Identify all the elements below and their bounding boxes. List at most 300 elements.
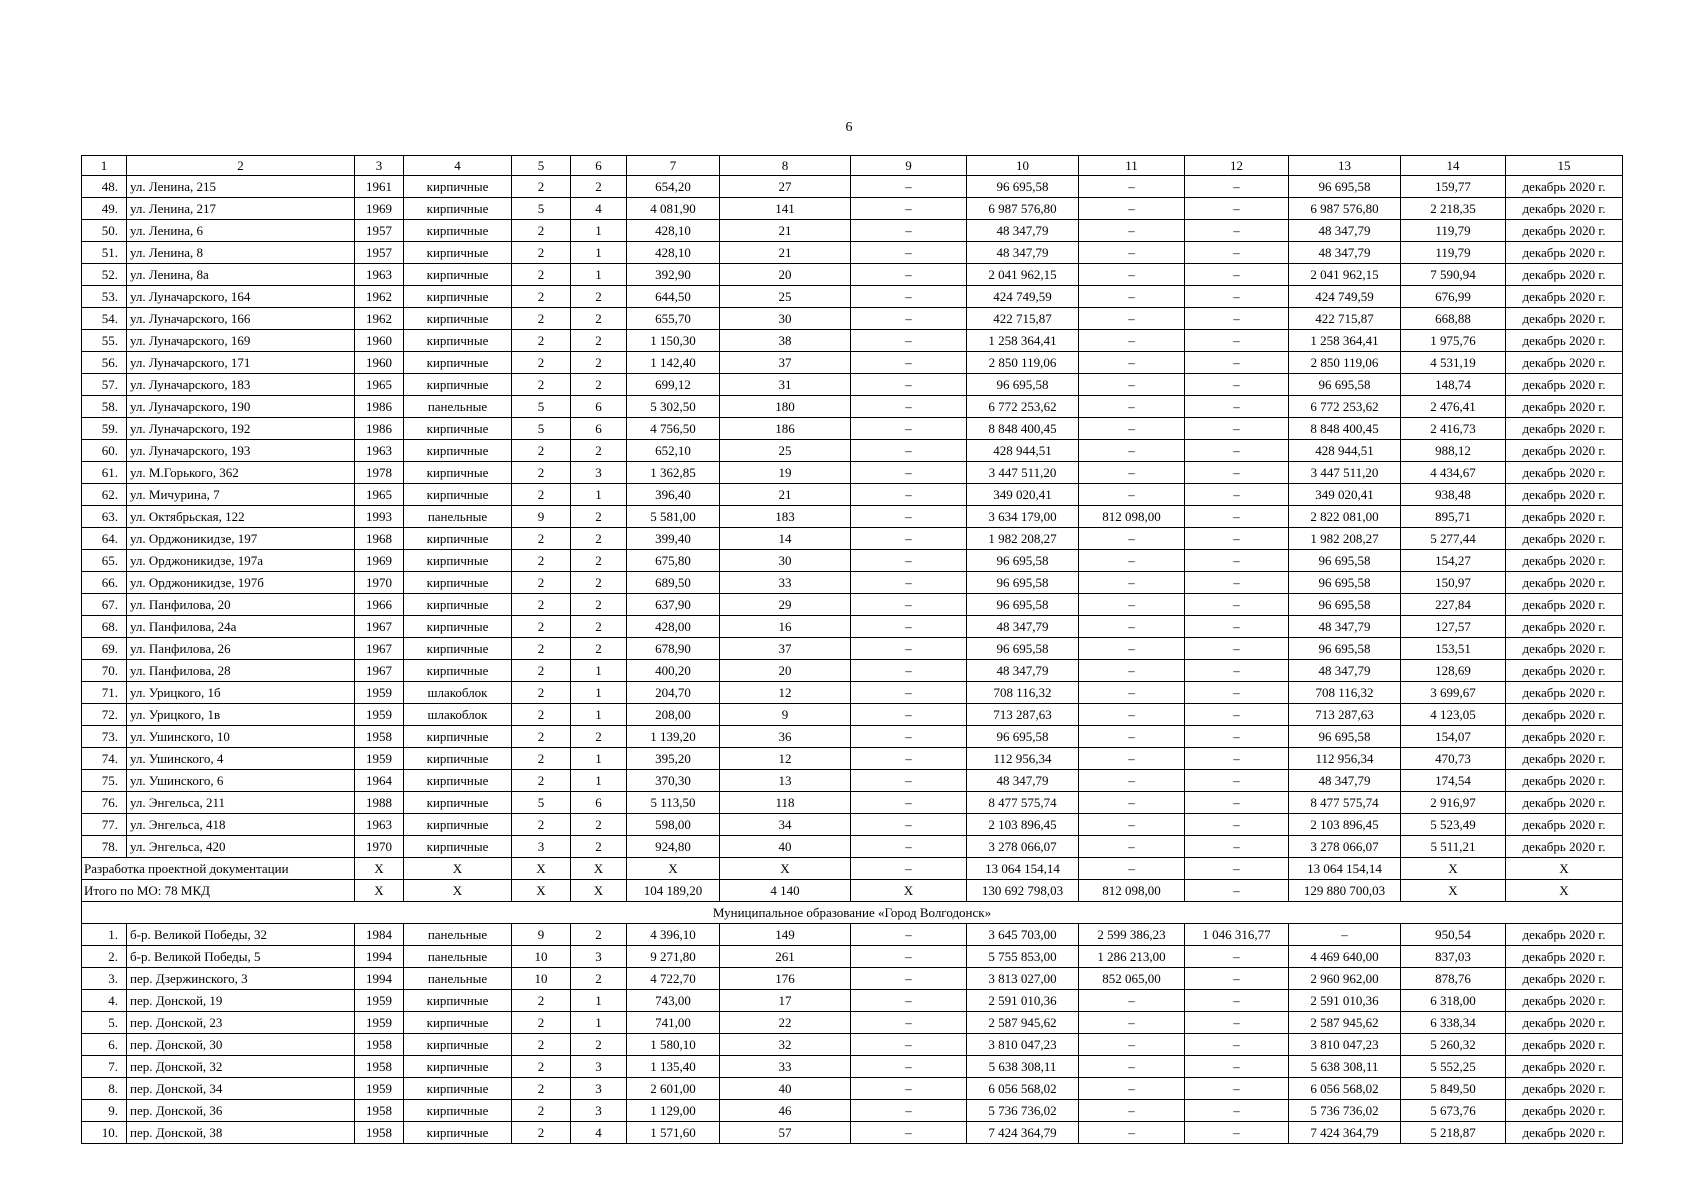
table-cell: – [1185, 1056, 1289, 1078]
table-cell: 186 [720, 418, 851, 440]
table-cell: 1 580,10 [627, 1034, 720, 1056]
table-cell: – [851, 726, 967, 748]
table-cell: ул. Луначарского, 193 [127, 440, 355, 462]
table-cell: панельные [404, 506, 512, 528]
table-cell: декабрь 2020 г. [1506, 330, 1623, 352]
table-cell: 1958 [355, 726, 404, 748]
table-cell: кирпичные [404, 528, 512, 550]
table-cell: – [1185, 572, 1289, 594]
table-body [82, 156, 1623, 1144]
table-cell: ул. Луначарского, 192 [127, 418, 355, 440]
table-cell: декабрь 2020 г. [1506, 836, 1623, 858]
table-cell: ул. Луначарского, 164 [127, 286, 355, 308]
table-cell: ул. Ленина, 8а [127, 264, 355, 286]
table-cell: 96 695,58 [967, 594, 1079, 616]
table-cell: декабрь 2020 г. [1506, 792, 1623, 814]
table-cell: – [851, 1012, 967, 1034]
table-cell: 48 347,79 [967, 616, 1079, 638]
table-cell: 2 [512, 748, 571, 770]
table-cell: 2 [512, 440, 571, 462]
table-cell: – [1185, 1078, 1289, 1100]
table-cell: 1967 [355, 616, 404, 638]
table-cell: 183 [720, 506, 851, 528]
table-cell: пер. Донской, 23 [127, 1012, 355, 1034]
table-cell: – [1079, 726, 1185, 748]
table-cell: 2 [512, 1078, 571, 1100]
table-cell: 10 [512, 968, 571, 990]
table-cell: 63. [82, 506, 127, 528]
table-cell: 8. [82, 1078, 127, 1100]
table-cell: 75. [82, 770, 127, 792]
table-cell: X [404, 880, 512, 902]
table-cell: 96 695,58 [967, 726, 1079, 748]
table-cell: – [1185, 242, 1289, 264]
table-row [82, 264, 1623, 286]
table-cell: 2 [512, 528, 571, 550]
table-cell: 1960 [355, 352, 404, 374]
table-row [82, 352, 1623, 374]
table-cell: декабрь 2020 г. [1506, 506, 1623, 528]
table-cell: 4 722,70 [627, 968, 720, 990]
table-cell: X [851, 880, 967, 902]
table-cell: ул. Энгельса, 211 [127, 792, 355, 814]
table-cell: 676,99 [1401, 286, 1506, 308]
table-cell: 66. [82, 572, 127, 594]
table-cell: 1966 [355, 594, 404, 616]
table-cell: – [1185, 748, 1289, 770]
table-cell: – [1079, 396, 1185, 418]
table-cell: 5 302,50 [627, 396, 720, 418]
table-cell: 1994 [355, 946, 404, 968]
table-cell: – [1079, 1078, 1185, 1100]
table-cell: 5 [512, 792, 571, 814]
table-cell: 1959 [355, 1078, 404, 1100]
table-cell: 1 [571, 484, 627, 506]
housing-registry-table [81, 155, 1623, 1144]
table-row [82, 418, 1623, 440]
table-cell: 6. [82, 1034, 127, 1056]
table-cell: X [627, 858, 720, 880]
table-cell: 3 278 066,07 [967, 836, 1079, 858]
table-cell: – [1185, 418, 1289, 440]
table-cell: 2 [512, 484, 571, 506]
table-cell: 7 424 364,79 [1289, 1122, 1401, 1144]
table-cell: 48 347,79 [1289, 242, 1401, 264]
table-cell: 176 [720, 968, 851, 990]
table-cell: 1 258 364,41 [967, 330, 1079, 352]
table-cell: 2 [571, 440, 627, 462]
table-row [82, 990, 1623, 1012]
table-cell: – [1185, 704, 1289, 726]
table-cell: ул. Орджоникидзе, 197а [127, 550, 355, 572]
table-row [82, 726, 1623, 748]
table-cell: 62. [82, 484, 127, 506]
table-cell: – [1185, 528, 1289, 550]
table-cell: – [851, 946, 967, 968]
table-cell: 428 944,51 [1289, 440, 1401, 462]
table-cell: кирпичные [404, 814, 512, 836]
column-header: 8 [720, 156, 851, 176]
table-cell: 5 673,76 [1401, 1100, 1506, 1122]
table-cell: 1959 [355, 990, 404, 1012]
table-cell: 1 135,40 [627, 1056, 720, 1078]
table-cell: 743,00 [627, 990, 720, 1012]
table-cell: X [1401, 880, 1506, 902]
table-cell: 1965 [355, 374, 404, 396]
table-cell: – [851, 792, 967, 814]
table-cell: 73. [82, 726, 127, 748]
table-cell: 5 736 736,02 [1289, 1100, 1401, 1122]
table-cell: кирпичные [404, 220, 512, 242]
table-cell: 68. [82, 616, 127, 638]
table-cell: 70. [82, 660, 127, 682]
table-cell: 1994 [355, 968, 404, 990]
table-cell: 6 338,34 [1401, 1012, 1506, 1034]
table-cell: – [1185, 396, 1289, 418]
table-row [82, 968, 1623, 990]
column-header: 4 [404, 156, 512, 176]
table-cell: декабрь 2020 г. [1506, 198, 1623, 220]
table-cell: – [851, 770, 967, 792]
table-cell: – [851, 198, 967, 220]
table-cell: 21 [720, 242, 851, 264]
table-row [82, 286, 1623, 308]
table-cell: 58. [82, 396, 127, 418]
table-cell: – [851, 704, 967, 726]
table-cell: 3 810 047,23 [1289, 1034, 1401, 1056]
table-cell: 988,12 [1401, 440, 1506, 462]
table-cell: – [1079, 374, 1185, 396]
table-row [82, 1078, 1623, 1100]
table-row [82, 814, 1623, 836]
table-cell: – [1185, 836, 1289, 858]
table-cell: 20 [720, 660, 851, 682]
table-cell: – [851, 990, 967, 1012]
table-cell: – [1079, 616, 1185, 638]
table-cell: 2 [571, 968, 627, 990]
table-cell: – [851, 814, 967, 836]
table-cell: 9 [512, 924, 571, 946]
table-cell: 1970 [355, 572, 404, 594]
table-cell: 61. [82, 462, 127, 484]
table-cell: 2 [512, 374, 571, 396]
table-cell: – [851, 396, 967, 418]
table-cell: ул. Ушинского, 6 [127, 770, 355, 792]
table-cell: – [1185, 198, 1289, 220]
table-cell: декабрь 2020 г. [1506, 550, 1623, 572]
table-cell: 112 956,34 [967, 748, 1079, 770]
table-cell: – [851, 1034, 967, 1056]
table-cell: кирпичные [404, 638, 512, 660]
table-cell: ул. Орджоникидзе, 197б [127, 572, 355, 594]
table-cell: – [1289, 924, 1401, 946]
table-cell: кирпичные [404, 176, 512, 198]
table-cell: 1 [571, 682, 627, 704]
table-cell: 48 347,79 [1289, 220, 1401, 242]
table-cell: 1967 [355, 660, 404, 682]
table-cell: X [512, 858, 571, 880]
table-cell: 119,79 [1401, 220, 1506, 242]
table-cell: 149 [720, 924, 851, 946]
table-cell: кирпичные [404, 1012, 512, 1034]
table-cell: 428,00 [627, 616, 720, 638]
table-row [82, 638, 1623, 660]
table-cell: 3 810 047,23 [967, 1034, 1079, 1056]
table-cell: 3 [571, 1078, 627, 1100]
table-cell: – [1185, 1100, 1289, 1122]
table-cell: – [851, 528, 967, 550]
table-cell: ул. Ленина, 215 [127, 176, 355, 198]
table-cell: 31 [720, 374, 851, 396]
table-cell: X [355, 858, 404, 880]
table-cell: 5 638 308,11 [1289, 1056, 1401, 1078]
table-row [82, 572, 1623, 594]
table-cell: 2 [571, 374, 627, 396]
table-cell: 2 [512, 1122, 571, 1144]
table-cell: – [1185, 880, 1289, 902]
table-cell: 6 056 568,02 [967, 1078, 1079, 1100]
table-row [82, 528, 1623, 550]
table-cell: 878,76 [1401, 968, 1506, 990]
table-cell: 2 [512, 1034, 571, 1056]
table-cell: 2 850 119,06 [967, 352, 1079, 374]
column-header: 1 [82, 156, 127, 176]
table-cell: – [851, 748, 967, 770]
table-cell: 48 347,79 [967, 770, 1079, 792]
table-cell: – [1079, 638, 1185, 660]
table-cell: X [1506, 880, 1623, 902]
table-cell: – [1079, 308, 1185, 330]
table-cell: 3 278 066,07 [1289, 836, 1401, 858]
table-cell: пер. Донской, 34 [127, 1078, 355, 1100]
table-cell: 141 [720, 198, 851, 220]
table-cell: 32 [720, 1034, 851, 1056]
table-cell: 1969 [355, 198, 404, 220]
table-row [82, 198, 1623, 220]
table-cell: 2 [512, 242, 571, 264]
table-cell: 2 [512, 286, 571, 308]
table-cell: 8 477 575,74 [967, 792, 1079, 814]
table-cell: декабрь 2020 г. [1506, 220, 1623, 242]
table-cell: 7. [82, 1056, 127, 1078]
table-cell: – [851, 308, 967, 330]
table-cell: – [1185, 550, 1289, 572]
table-row [82, 836, 1623, 858]
table-cell: 96 695,58 [967, 550, 1079, 572]
table-cell: – [1079, 264, 1185, 286]
table-cell: 598,00 [627, 814, 720, 836]
table-cell: 392,90 [627, 264, 720, 286]
table-cell: 2 416,73 [1401, 418, 1506, 440]
table-cell: 2 [512, 660, 571, 682]
table-cell: декабрь 2020 г. [1506, 924, 1623, 946]
table-cell: – [851, 352, 967, 374]
table-cell: – [851, 418, 967, 440]
table-cell: декабрь 2020 г. [1506, 1078, 1623, 1100]
table-cell: ул. Ушинского, 10 [127, 726, 355, 748]
table-cell: 3. [82, 968, 127, 990]
table-cell: 1958 [355, 1122, 404, 1144]
table-cell: ул. Панфилова, 26 [127, 638, 355, 660]
table-cell: 5 581,00 [627, 506, 720, 528]
table-cell: 2 041 962,15 [1289, 264, 1401, 286]
table-cell: – [851, 858, 967, 880]
table-cell: – [1079, 440, 1185, 462]
table-cell: кирпичные [404, 1034, 512, 1056]
table-cell: 1986 [355, 418, 404, 440]
table-cell: 7 424 364,79 [967, 1122, 1079, 1144]
table-cell: 48 347,79 [967, 660, 1079, 682]
table-cell: 96 695,58 [967, 572, 1079, 594]
table-cell: 6 [571, 418, 627, 440]
table-cell: 1 [571, 220, 627, 242]
table-cell: ул. Октябрьская, 122 [127, 506, 355, 528]
table-cell: 20 [720, 264, 851, 286]
table-cell: 1964 [355, 770, 404, 792]
table-row [82, 374, 1623, 396]
table-cell: – [1185, 638, 1289, 660]
table-cell: 5 [512, 396, 571, 418]
table-cell: 96 695,58 [1289, 374, 1401, 396]
table-cell: 37 [720, 638, 851, 660]
table-cell: 21 [720, 484, 851, 506]
table-cell: – [1185, 506, 1289, 528]
table-cell: 2 [512, 814, 571, 836]
table-cell: 349 020,41 [967, 484, 1079, 506]
table-cell: 2 591 010,36 [967, 990, 1079, 1012]
table-cell: 30 [720, 308, 851, 330]
table-row [82, 682, 1623, 704]
table-cell: X [571, 880, 627, 902]
table-cell: 59. [82, 418, 127, 440]
table-cell: X [571, 858, 627, 880]
table-cell: 2 [512, 572, 571, 594]
table-cell: кирпичные [404, 770, 512, 792]
table-cell: 96 695,58 [967, 374, 1079, 396]
table-cell: декабрь 2020 г. [1506, 704, 1623, 726]
table-cell: 261 [720, 946, 851, 968]
column-header: 10 [967, 156, 1079, 176]
table-cell: 4 434,67 [1401, 462, 1506, 484]
table-cell: 227,84 [1401, 594, 1506, 616]
table-cell: 4 123,05 [1401, 704, 1506, 726]
table-cell: декабрь 2020 г. [1506, 264, 1623, 286]
table-cell: 78. [82, 836, 127, 858]
table-cell: 3 [571, 946, 627, 968]
table-cell: 1962 [355, 308, 404, 330]
table-cell: кирпичные [404, 1122, 512, 1144]
table-cell: 400,20 [627, 660, 720, 682]
table-cell: 174,54 [1401, 770, 1506, 792]
table-cell: 148,74 [1401, 374, 1506, 396]
table-cell: 5 [512, 198, 571, 220]
table-cell: 399,40 [627, 528, 720, 550]
table-cell: 2 [571, 286, 627, 308]
table-cell: кирпичные [404, 748, 512, 770]
table-row [82, 1100, 1623, 1122]
table-cell: 2 [571, 308, 627, 330]
table-cell: 655,70 [627, 308, 720, 330]
table-cell: 71. [82, 682, 127, 704]
table-cell: 1 [571, 990, 627, 1012]
table-cell: 4 469 640,00 [1289, 946, 1401, 968]
table-cell: ул. Энгельса, 418 [127, 814, 355, 836]
table-cell: 708 116,32 [967, 682, 1079, 704]
table-cell: декабрь 2020 г. [1506, 1056, 1623, 1078]
table-cell: 9 [512, 506, 571, 528]
table-cell: 1959 [355, 1012, 404, 1034]
table-row [82, 484, 1623, 506]
table-row [82, 242, 1623, 264]
table-cell: 1 129,00 [627, 1100, 720, 1122]
table-cell: – [1079, 1012, 1185, 1034]
table-cell: – [1079, 176, 1185, 198]
table-cell: 812 098,00 [1079, 506, 1185, 528]
table-cell: кирпичные [404, 792, 512, 814]
table-cell: 1958 [355, 1056, 404, 1078]
table-cell: 2 [512, 726, 571, 748]
column-header: 2 [127, 156, 355, 176]
table-cell: 30 [720, 550, 851, 572]
table-cell: б-р. Великой Победы, 32 [127, 924, 355, 946]
table-cell: X [1506, 858, 1623, 880]
table-cell: 4 756,50 [627, 418, 720, 440]
table-cell: 2 [571, 594, 627, 616]
table-cell: – [1185, 176, 1289, 198]
table-cell: декабрь 2020 г. [1506, 946, 1623, 968]
table-cell: 5 849,50 [1401, 1078, 1506, 1100]
table-cell: б-р. Великой Победы, 5 [127, 946, 355, 968]
table-cell: 74. [82, 748, 127, 770]
table-cell: ул. Урицкого, 1б [127, 682, 355, 704]
table-cell: 1961 [355, 176, 404, 198]
table-cell: декабрь 2020 г. [1506, 682, 1623, 704]
table-row [82, 792, 1623, 814]
table-cell: 37 [720, 352, 851, 374]
table-cell: 5 511,21 [1401, 836, 1506, 858]
column-header: 6 [571, 156, 627, 176]
table-cell: ул. Ушинского, 4 [127, 748, 355, 770]
table-cell: 852 065,00 [1079, 968, 1185, 990]
table-cell: – [851, 968, 967, 990]
table-cell: 1970 [355, 836, 404, 858]
table-cell: – [851, 1100, 967, 1122]
table-cell: 2 [571, 726, 627, 748]
table-cell: – [1079, 704, 1185, 726]
table-cell: 1 [571, 704, 627, 726]
table-cell: – [1185, 726, 1289, 748]
table-cell: 29 [720, 594, 851, 616]
table-cell: 3 813 027,00 [967, 968, 1079, 990]
table-cell: 1 982 208,27 [967, 528, 1079, 550]
table-row [82, 1122, 1623, 1144]
table-cell: – [1185, 1034, 1289, 1056]
column-header: 13 [1289, 156, 1401, 176]
table-cell: 2 916,97 [1401, 792, 1506, 814]
table-cell: – [851, 374, 967, 396]
municipality-section-header: Муниципальное образование «Город Волгодонск» [82, 902, 1623, 924]
table-cell: 19 [720, 462, 851, 484]
table-cell: 96 695,58 [1289, 594, 1401, 616]
table-cell: 349 020,41 [1289, 484, 1401, 506]
table-cell: ул. Ленина, 6 [127, 220, 355, 242]
table-cell: 96 695,58 [967, 176, 1079, 198]
table-cell: 60. [82, 440, 127, 462]
table-cell: – [851, 638, 967, 660]
table-cell: – [1079, 682, 1185, 704]
table-cell: 65. [82, 550, 127, 572]
table-cell: 5 218,87 [1401, 1122, 1506, 1144]
